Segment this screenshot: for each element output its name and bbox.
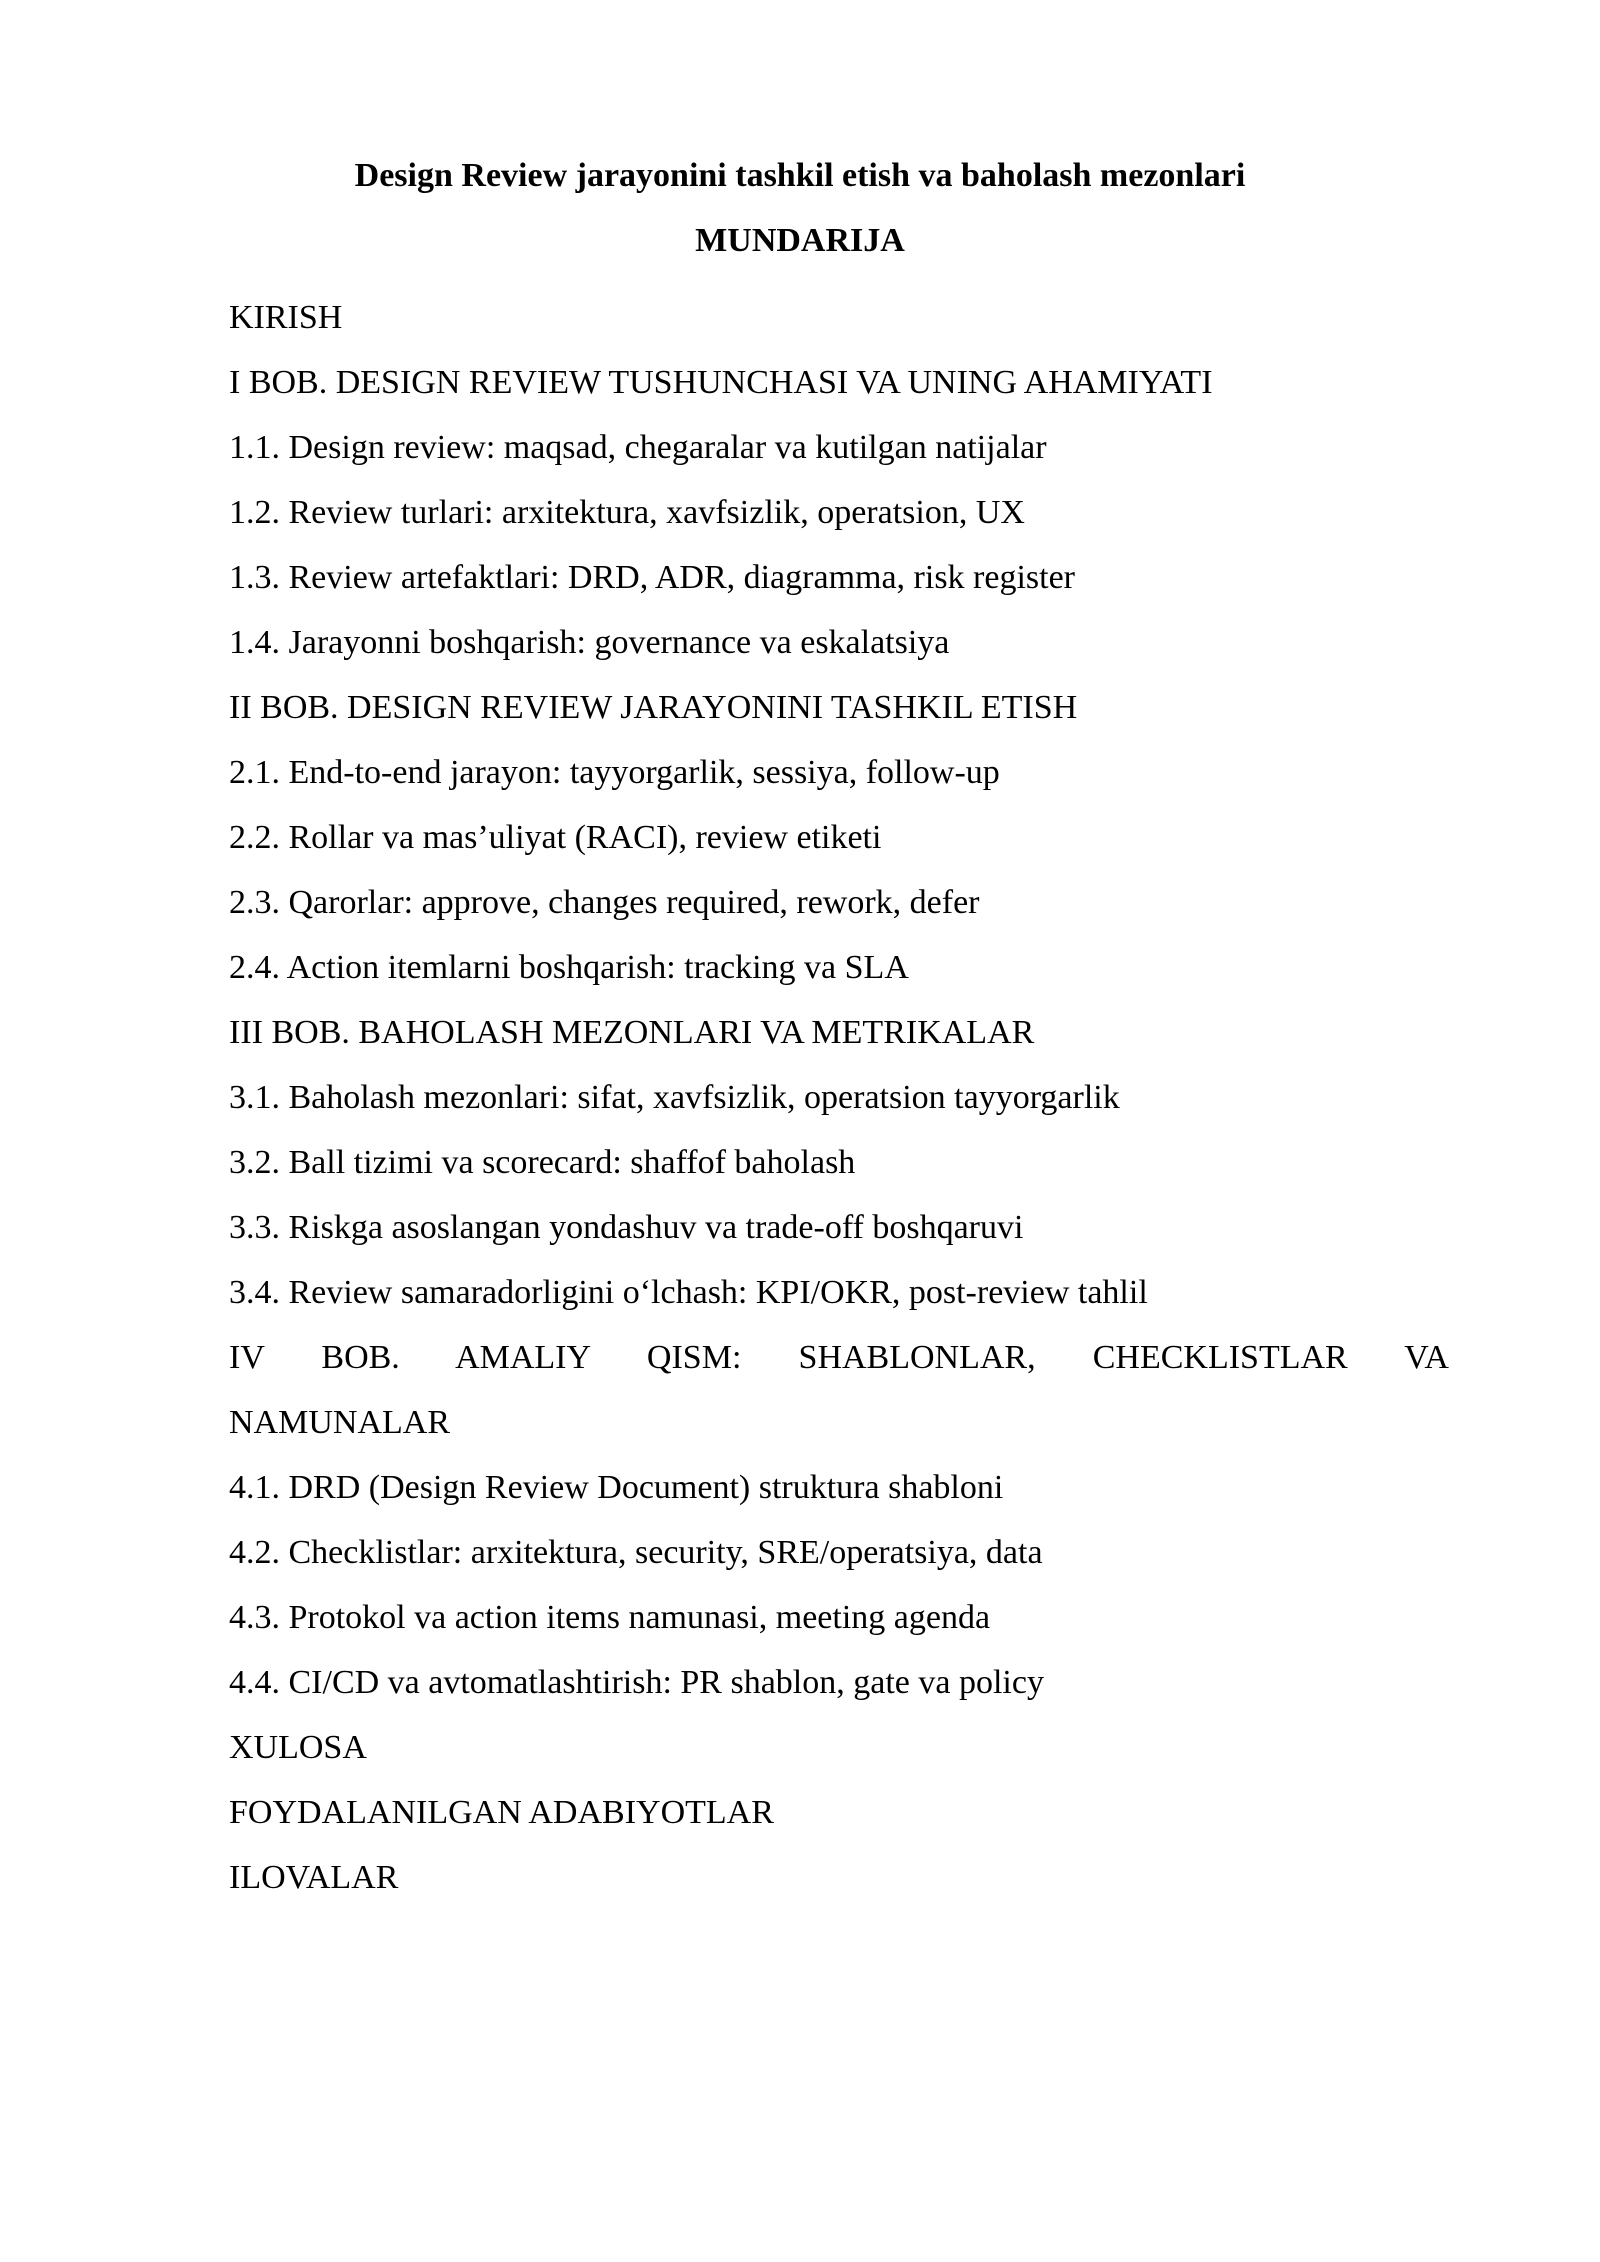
toc-entry-section-1-1: 1.1. Design review: maqsad, chegaralar va kutilgan natijalar (229, 429, 1047, 466)
toc-entry-references: FOYDALANILGAN ADABIYOTLAR (229, 1794, 774, 1831)
toc-heading: MUNDARIJA (695, 222, 905, 259)
toc-entry-chapter-3: III BOB. BAHOLASH MEZONLARI VA METRIKALAR (229, 1014, 1035, 1051)
toc-entry-section-3-4: 3.4. Review samaradorligini o‘lchash: KPI/OKR, post-review tahlil (229, 1274, 1148, 1311)
toc-entry-chapter-1: I BOB. DESIGN REVIEW TUSHUNCHASI VA UNING AHAMIYATI (229, 364, 1213, 401)
document-title: Design Review jarayonini tashkil etish va baholash mezonlari (354, 157, 1246, 194)
toc-entry-section-2-2: 2.2. Rollar va mas’uliyat (RACI), review etiketi (229, 819, 882, 856)
toc-entry-section-2-3: 2.3. Qarorlar: approve, changes required, rework, defer (229, 884, 980, 921)
toc-entry-section-4-1: 4.1. DRD (Design Review Document) struktura shabloni (229, 1469, 1004, 1506)
toc-entry-section-1-4: 1.4. Jarayonni boshqarish: governance va eskalatsiya (229, 624, 950, 661)
toc-entry-section-3-1: 3.1. Baholash mezonlari: sifat, xavfsizlik, operatsion tayyorgarlik (229, 1079, 1120, 1116)
toc-entry-appendices: ILOVALAR (229, 1859, 399, 1896)
toc-entry-chapter-4: IV BOB. AMALIY QISM: SHABLONLAR, CHECKLISTLAR VA (229, 1339, 1449, 1376)
toc-entry-section-4-3: 4.3. Protokol va action items namunasi, meeting agenda (229, 1599, 991, 1636)
toc-entry-section-1-3: 1.3. Review artefaktlari: DRD, ADR, diagramma, risk register (229, 559, 1075, 596)
toc-entry-section-2-4: 2.4. Action itemlarni boshqarish: tracking va SLA (229, 949, 909, 986)
toc-entry-section-3-2: 3.2. Ball tizimi va scorecard: shaffof baholash (229, 1144, 856, 1181)
toc-entry-conclusion: XULOSA (229, 1729, 367, 1766)
toc-entry-intro: KIRISH (229, 299, 343, 336)
toc-entry-chapter-2: II BOB. DESIGN REVIEW JARAYONINI TASHKIL ETISH (229, 689, 1078, 726)
toc-entry-section-2-1: 2.1. End-to-end jarayon: tayyorgarlik, sessiya, follow-up (229, 754, 1000, 791)
toc-entry-chapter-4-continued: NAMUNALAR (229, 1404, 450, 1441)
toc-entry-section-4-4: 4.4. CI/CD va avtomatlashtirish: PR shablon, gate va policy (229, 1664, 1044, 1701)
toc-entry-section-4-2: 4.2. Checklistlar: arxitektura, security, SRE/operatsiya, data (229, 1534, 1043, 1571)
toc-entry-section-3-3: 3.3. Riskga asoslangan yondashuv va trade-off boshqaruvi (229, 1209, 1024, 1246)
table-of-contents (229, 285, 1449, 1910)
toc-entry-section-1-2: 1.2. Review turlari: arxitektura, xavfsizlik, operatsion, UX (229, 494, 1025, 531)
